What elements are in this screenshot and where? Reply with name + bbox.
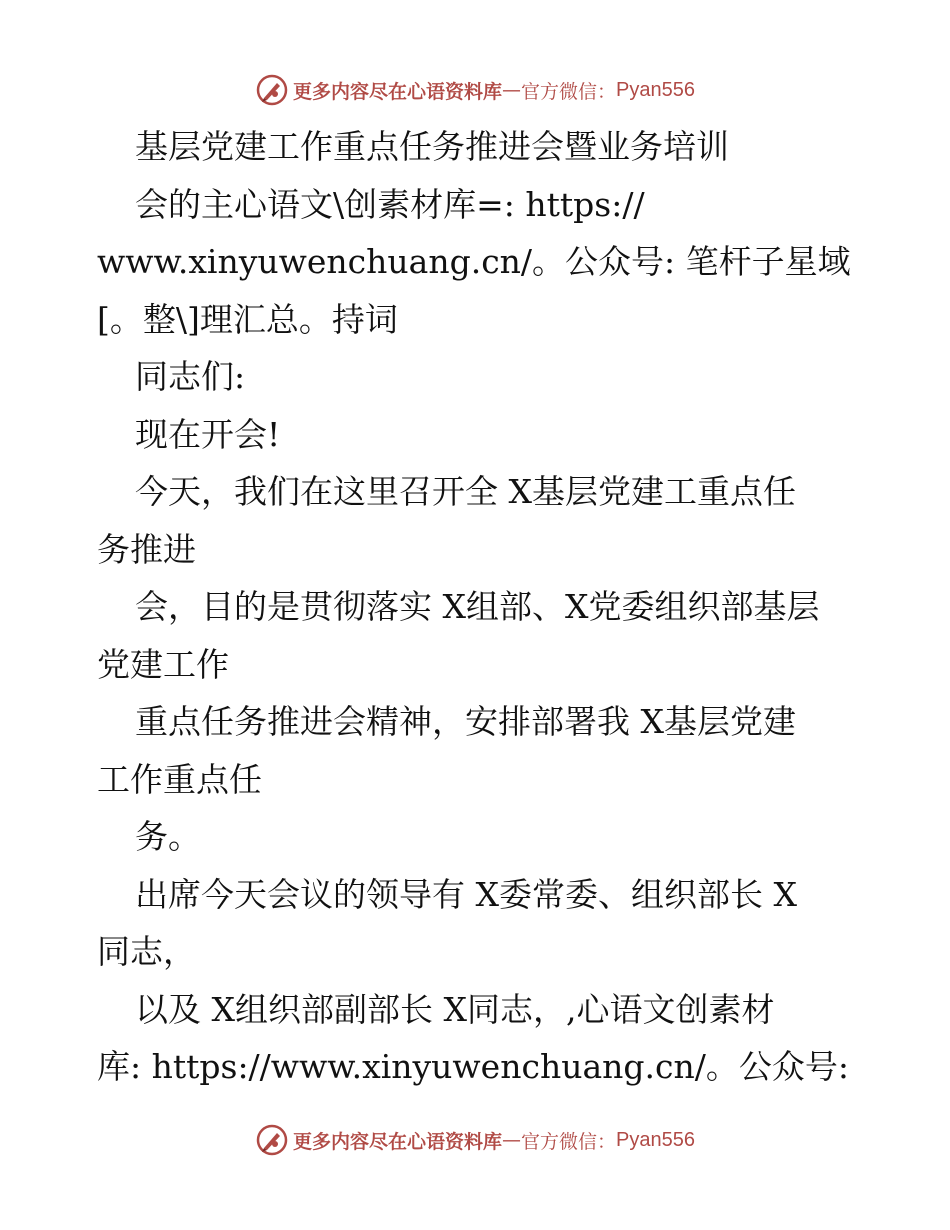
pen-logo-icon bbox=[255, 1123, 289, 1157]
footer-watermark-banner bbox=[0, 1120, 950, 1160]
text-line: 会的主心语文\创素材库=: https:// bbox=[135, 184, 645, 224]
header-watermark-banner bbox=[0, 70, 950, 110]
text-line: www.xinyuwenchuang.cn/。公众号: 笔杆子星域 bbox=[97, 242, 851, 281]
text-line: [。整\]理汇总。持词 bbox=[97, 299, 398, 339]
banner-separator: — bbox=[502, 79, 522, 101]
text-line: 同志， bbox=[97, 932, 196, 971]
text-line: 出席今天会议的领导有 X委常委、组织部长 X bbox=[135, 874, 797, 914]
pen-logo-icon bbox=[255, 73, 289, 107]
text-line: 现在开会! bbox=[135, 414, 281, 454]
banner-wechat-id: Pyan556 bbox=[616, 78, 695, 101]
document-body bbox=[97, 118, 857, 1096]
banner-wechat-id: Pyan556 bbox=[616, 1128, 695, 1151]
banner-wechat-label: 官方微信： bbox=[521, 80, 617, 103]
text-line: 工作重点任 bbox=[97, 759, 262, 799]
banner-title: 更多内容尽在心语资料库 bbox=[293, 80, 503, 103]
text-line: 务。 bbox=[135, 817, 201, 856]
banner-wechat-label: 官方微信： bbox=[521, 1130, 617, 1153]
text-line: 库: https://www.xinyuwenchuang.cn/。公众号: bbox=[97, 1047, 849, 1086]
banner-separator: — bbox=[502, 1129, 522, 1151]
text-line: 务推进 bbox=[97, 529, 196, 569]
text-line: 基层党建工作重点任务推进会暨业务培训 bbox=[135, 127, 729, 166]
text-line: 重点任务推进会精神，安排部署我 X基层党建 bbox=[135, 702, 796, 741]
text-line: 同志们: bbox=[135, 357, 246, 396]
text-line: 党建工作 bbox=[97, 644, 229, 684]
text-line: 会，目的是贯彻落实 X组部、X党委组织部基层 bbox=[135, 587, 820, 626]
text-line: 以及 X组织部副部长 X同志，,心语文创素材 bbox=[135, 989, 775, 1029]
text-line: 今天，我们在这里召开全 X基层党建工重点任 bbox=[135, 472, 796, 511]
banner-title: 更多内容尽在心语资料库 bbox=[293, 1130, 503, 1153]
